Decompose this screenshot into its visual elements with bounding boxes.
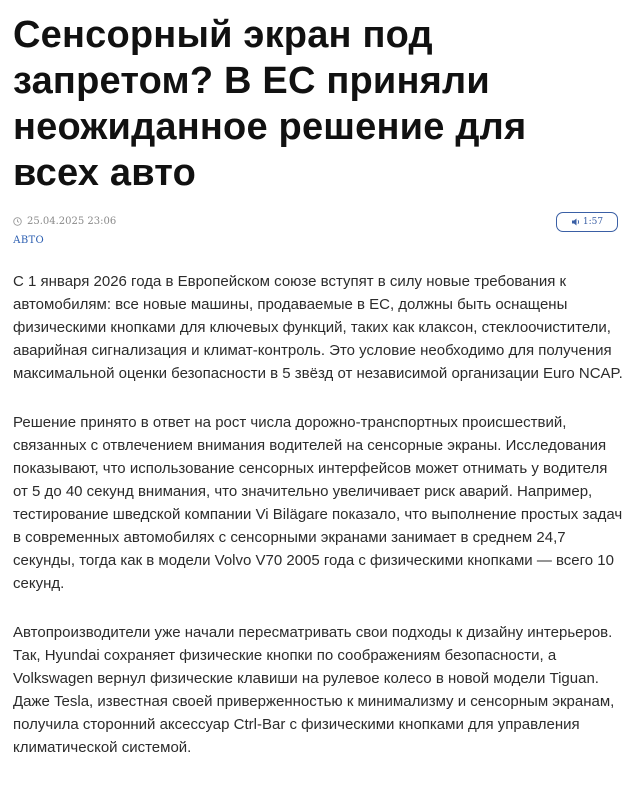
speaker-icon — [571, 217, 581, 227]
paragraph: С 1 января 2026 года в Европейском союзе вступят в силу новые требования к автомобилям: все новые машины, продаваемые в ЕС, должны быть оснащены физическими кнопками для ключевых функций, таких как клаксон, стеклоочистители, аварийная сигнализация и климат-контроль. Это условие необходимо для получения максимальной оценки безопасности в 5 звёзд от независимой организации Euro NCAP. — [13, 273, 623, 382]
article-body — [13, 270, 627, 759]
date-row — [13, 212, 627, 230]
paragraph: Автопроизводители уже начали пересматривать свои подходы к дизайну интерьеров. Так, Hyundai сохраняет физические кнопки по соображениям безопасности, а Volkswagen вернул физические клавиши на рулевое колесо в новой модели Tiguan. Даже Tesla, известная своей приверженностью к минимализму и сенсорным экранам, получила сторонний аксессуар Ctrl-Bar с физическими кнопками для управления климатической системой. — [13, 624, 615, 756]
audio-play-button[interactable] — [556, 212, 618, 232]
article — [13, 0, 627, 785]
paragraph: Решение принято в ответ на рост числа дорожно-транспортных происшествий, связанных с отвлечением внимания водителей на сенсорные экраны. Исследования показывают, что использование сенсорных интерфейсов может отнимать у водителя от 5 до 40 секунд внимания, что значительно увеличивает риск аварий. Например, тестирование шведской компании Vi Bilägare показало, что выполнение простых задач в современных автомобилях с сенсорными экранами занимает в среднем 24,7 секунды, тогда как в модели Volvo V70 2005 года с физическими кнопками — всего 10 секунд. — [13, 414, 623, 592]
clock-icon — [13, 217, 22, 226]
publish-date: 25.04.2025 23:06 — [27, 215, 117, 227]
category-link[interactable]: АВТО — [13, 235, 44, 246]
article-meta — [13, 212, 627, 252]
audio-duration: 1:57 — [582, 217, 604, 227]
article-title: Сенсорный экран под запретом? В ЕС приняли неожиданное решение для всех авто — [13, 14, 527, 194]
